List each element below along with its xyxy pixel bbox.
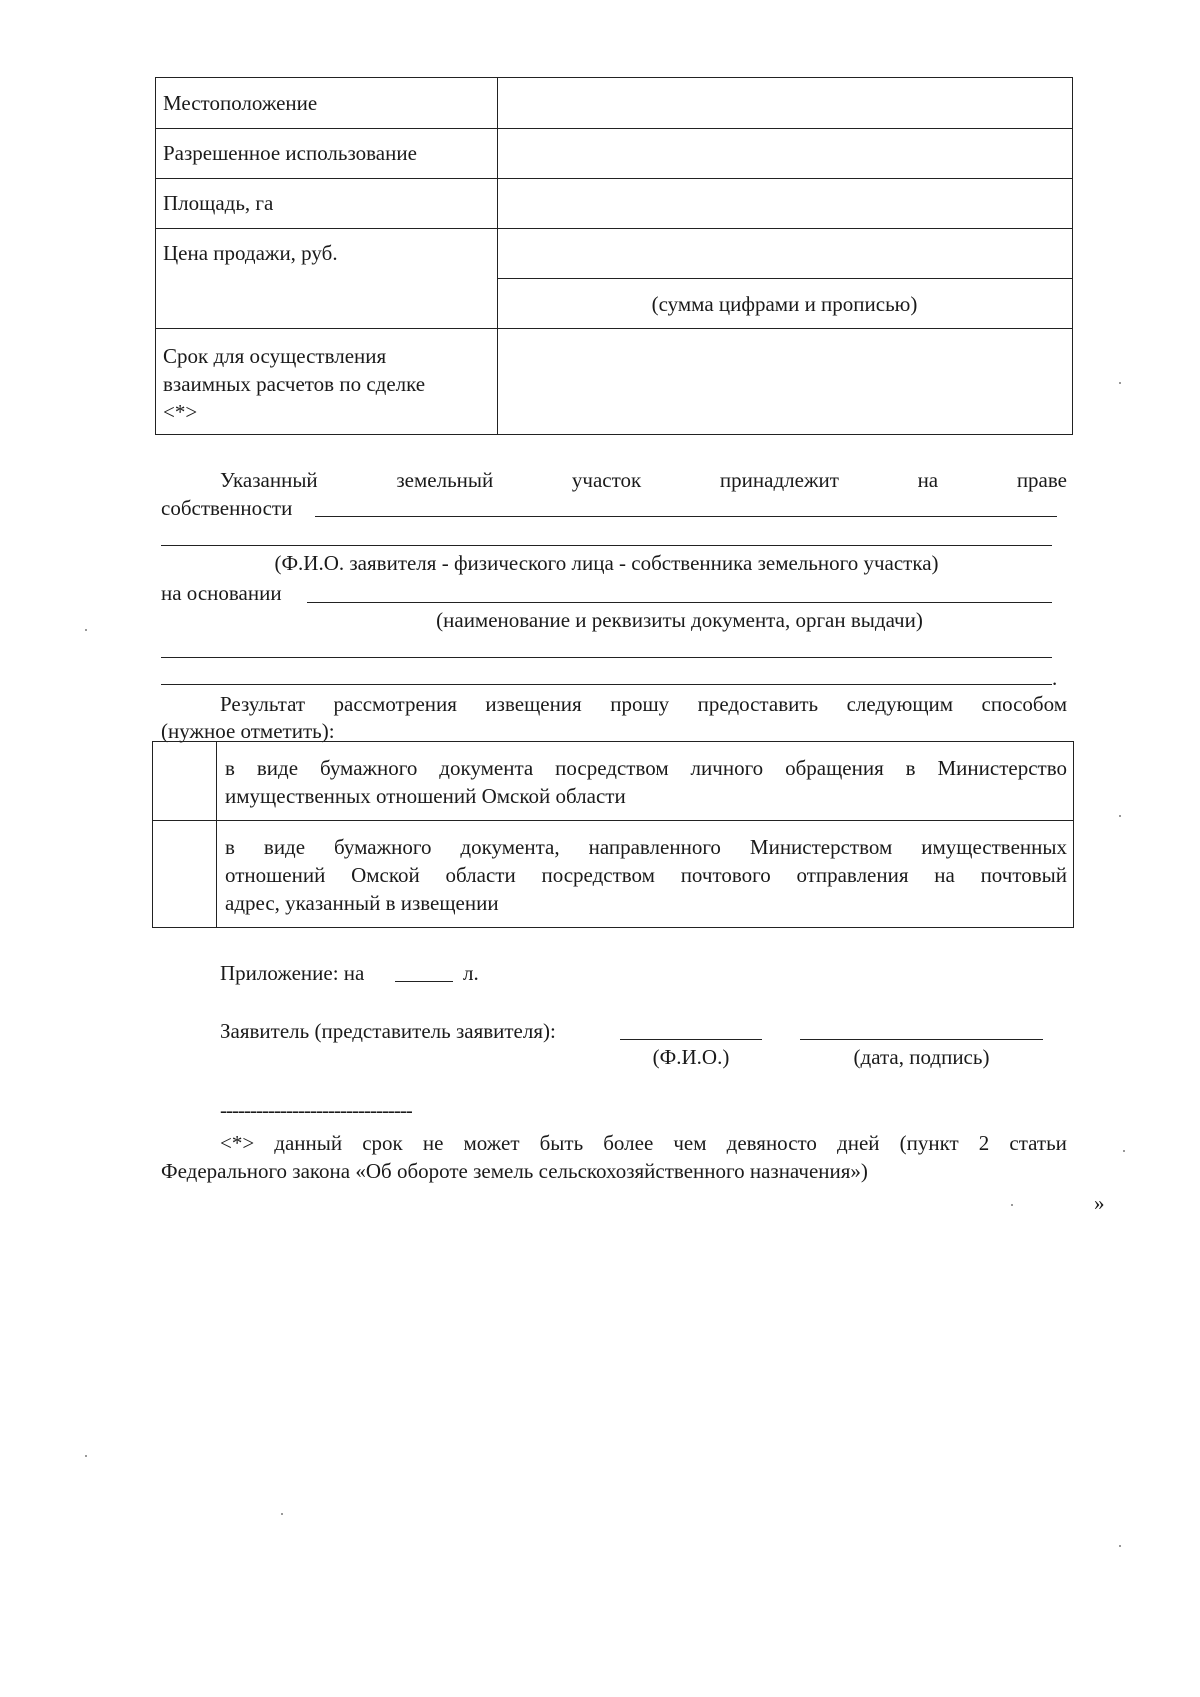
word: девяносто (726, 1131, 817, 1155)
option-1-text (225, 754, 1067, 810)
option-line: отношений Омской области посредством почтового отправления на почтовый (225, 863, 1067, 887)
word: чем (673, 1131, 707, 1155)
footnote-line-1 (220, 1129, 1067, 1157)
word: на (917, 468, 939, 492)
attachment-prefix: Приложение: на (220, 961, 365, 985)
area-value[interactable] (501, 190, 1066, 218)
scan-speck (1119, 382, 1121, 384)
word: дней (837, 1131, 880, 1155)
owner-caption: (Ф.И.О. заявителя - физического лица - собственника земельного участка) (274, 551, 939, 575)
owner-fill-line[interactable] (315, 516, 1057, 517)
sale-price-value[interactable] (501, 240, 1066, 268)
checkbox-column-divider (216, 742, 217, 927)
name-caption: (Ф.И.О.) (652, 1045, 730, 1069)
settlement-term-label-line: <*> (163, 400, 198, 424)
word: быть (539, 1131, 584, 1155)
word: статьи (1009, 1131, 1067, 1155)
table-divider (497, 78, 498, 434)
word: <*> (220, 1131, 255, 1155)
row-separator (153, 820, 1073, 821)
row-separator (156, 178, 1072, 179)
ownership-line-1 (220, 466, 1067, 494)
word: может (463, 1131, 520, 1155)
word: участок (571, 468, 642, 492)
row-separator (156, 228, 1072, 229)
delivery-options-table (152, 741, 1074, 928)
sale-price-hint: (сумма цифрами и прописью) (651, 292, 918, 316)
basis-fill-line-3[interactable] (161, 684, 1052, 685)
scan-speck (1011, 1204, 1013, 1206)
word: принадлежит (719, 468, 839, 492)
row-separator (156, 328, 1072, 329)
option-line: в виде бумажного документа посредством личного обращения в Министерство (225, 756, 1067, 780)
word: 2 (978, 1131, 990, 1155)
area-label: Площадь, га (163, 191, 274, 215)
closing-quote: » (1094, 1191, 1105, 1215)
footnote-line-2: Федерального закона «Об обороте земель сельскохозяйственного назначения») (161, 1159, 868, 1183)
option-line: в виде бумажного документа, направленного Министерством имущественных (225, 835, 1067, 859)
owner-fill-line-2[interactable] (161, 545, 1052, 546)
word: не (422, 1131, 444, 1155)
word: праве (1016, 468, 1067, 492)
attachment-suffix: л. (463, 961, 479, 985)
applicant-label: Заявитель (представитель заявителя): (220, 1019, 556, 1043)
settlement-term-label-line: Срок для осуществления (163, 344, 387, 368)
scan-speck (1119, 815, 1121, 817)
word: данный (274, 1131, 343, 1155)
basis-label: на основании (161, 581, 282, 605)
word: срок (362, 1131, 403, 1155)
row-separator (156, 128, 1072, 129)
date-caption: (дата, подпись) (853, 1045, 990, 1069)
word: Указанный (220, 468, 318, 492)
permitted-use-value[interactable] (501, 140, 1066, 168)
attachment-pages-field[interactable] (395, 981, 453, 982)
option-2-checkbox[interactable] (153, 821, 216, 928)
basis-fill-line[interactable] (307, 602, 1052, 603)
permitted-use-label: Разрешенное использование (163, 141, 417, 165)
property-table (155, 77, 1073, 435)
applicant-name-field[interactable] (620, 1039, 762, 1040)
option-line: адрес, указанный в извещении (225, 891, 499, 915)
result-line-2: (нужное отметить): (161, 719, 335, 743)
applicant-signature-field[interactable] (800, 1039, 1043, 1040)
sale-price-label: Цена продажи, руб. (163, 241, 338, 265)
location-value[interactable] (501, 90, 1066, 118)
settlement-term-label (163, 342, 425, 426)
option-2-text (225, 833, 1067, 917)
location-label: Местоположение (163, 91, 318, 115)
settlement-term-label-line: взаимных расчетов по сделке (163, 372, 426, 396)
word: (пункт (899, 1131, 959, 1155)
scan-speck (1123, 1150, 1125, 1152)
option-1-checkbox[interactable] (153, 742, 216, 820)
price-inner-separator (497, 278, 1072, 279)
scan-speck (1119, 1545, 1121, 1547)
basis-caption: (наименование и реквизиты документа, орган выдачи) (436, 608, 923, 632)
footnote-separator: -------------------------------- (220, 1098, 412, 1122)
word: более (603, 1131, 654, 1155)
scan-speck (281, 1513, 283, 1515)
scan-speck (85, 1455, 87, 1457)
settlement-term-value[interactable] (501, 340, 1066, 420)
end-period: . (1052, 666, 1058, 690)
scan-speck (85, 629, 87, 631)
basis-fill-line-2[interactable] (161, 657, 1052, 658)
option-line: имущественных отношений Омской области (225, 784, 626, 808)
result-line-1: Результат рассмотрения извещения прошу предоставить следующим способом (220, 692, 1067, 716)
ownership-label: собственности (161, 496, 293, 520)
word: земельный (396, 468, 494, 492)
